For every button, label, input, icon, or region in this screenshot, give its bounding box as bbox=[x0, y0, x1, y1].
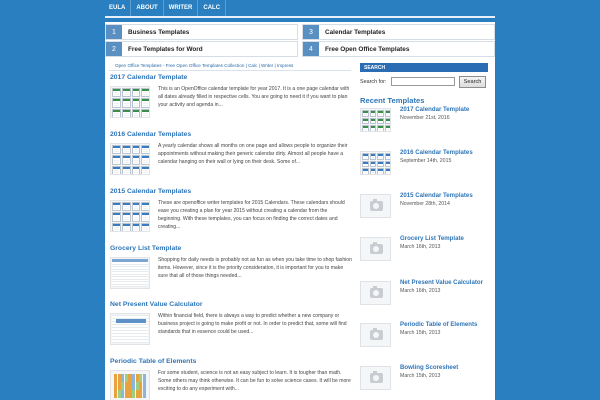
recent-template-date: March 15th, 2013 bbox=[400, 330, 441, 336]
recent-template-thumbnail[interactable] bbox=[360, 323, 391, 347]
category-number: 3 bbox=[303, 25, 319, 39]
recent-template-date: March 16th, 2013 bbox=[400, 288, 441, 294]
recent-template-link[interactable]: Periodic Table of Elements bbox=[400, 321, 478, 328]
recent-template-item bbox=[360, 192, 488, 226]
post-item bbox=[110, 188, 354, 230]
category-word[interactable] bbox=[105, 41, 298, 57]
post-item bbox=[110, 301, 354, 335]
recent-template-item bbox=[360, 235, 488, 269]
calendar-thumbnail-image bbox=[112, 145, 150, 175]
post-title-link[interactable]: 2015 Calendar Templates bbox=[110, 188, 192, 195]
post-title-link[interactable]: Periodic Table of Elements bbox=[110, 358, 197, 365]
search-input[interactable] bbox=[391, 77, 455, 86]
category-label: Free Open Office Templates bbox=[325, 45, 410, 53]
category-open-office[interactable] bbox=[302, 41, 495, 57]
top-nav bbox=[105, 0, 226, 16]
post-title-link[interactable]: 2017 Calendar Template bbox=[110, 74, 188, 81]
recent-template-date: November 21st, 2016 bbox=[400, 115, 450, 121]
recent-template-date: November 28th, 2014 bbox=[400, 201, 450, 207]
nav-about[interactable]: ABOUT bbox=[131, 0, 163, 16]
camera-icon bbox=[370, 244, 383, 254]
category-calendar[interactable] bbox=[302, 24, 495, 40]
post-item bbox=[110, 131, 354, 165]
category-label: Business Templates bbox=[128, 28, 190, 36]
recent-template-date: March 16th, 2013 bbox=[400, 244, 441, 250]
recent-template-thumbnail[interactable] bbox=[360, 237, 391, 261]
post-excerpt: This is an OpenOffice calendar template for year 2017. It is a one page calendar with all dates already filled in respective cells. You are going to need it if you want to plan your activity and agenda in... bbox=[158, 86, 350, 108]
recent-template-item bbox=[360, 321, 488, 355]
post-thumbnail[interactable] bbox=[110, 257, 150, 289]
post-thumbnail[interactable] bbox=[110, 143, 150, 175]
search-label: Search for: bbox=[360, 79, 387, 85]
npv-thumbnail-image bbox=[112, 315, 148, 343]
post-title-link[interactable]: Grocery List Template bbox=[110, 245, 182, 252]
post-thumbnail[interactable] bbox=[110, 200, 150, 232]
recent-template-item bbox=[360, 149, 488, 183]
periodic-table-thumbnail-image bbox=[114, 374, 146, 398]
post-excerpt: Shopping for daily needs is probably not as fun as when you take time to shop fashion items. However, since it is the priority consideration, it is important for you to make sure that all of those things needed... bbox=[158, 257, 352, 279]
category-label: Free Templates for Word bbox=[128, 45, 203, 53]
recent-template-thumbnail[interactable] bbox=[360, 194, 391, 218]
search-button[interactable]: Search bbox=[459, 76, 486, 88]
nav-calc[interactable]: CALC bbox=[198, 0, 226, 16]
grocery-list-thumbnail-image bbox=[112, 259, 148, 287]
recent-template-item bbox=[360, 106, 488, 140]
recent-template-link[interactable]: 2016 Calendar Templates bbox=[400, 149, 473, 156]
post-excerpt: For some student, science is not an easy subject to learn. It is tougher than math. Some others may think otherwise. It can be fun to solve science cases. It will be more exciting to do any experiment with... bbox=[158, 370, 351, 392]
nav-writer[interactable]: WRITER bbox=[164, 0, 199, 16]
camera-icon bbox=[370, 373, 383, 383]
category-number: 2 bbox=[106, 42, 122, 56]
post-thumbnail[interactable] bbox=[110, 86, 150, 118]
post-thumbnail[interactable] bbox=[110, 370, 150, 400]
recent-template-link[interactable]: Bowling Scoresheet bbox=[400, 364, 459, 371]
post-item bbox=[110, 74, 354, 108]
recent-template-item bbox=[360, 279, 488, 313]
calendar-thumbnail-image bbox=[112, 88, 150, 118]
breadcrumb[interactable]: Open Office Templates - Free Open Office Templates Collection | Calc | Writer | Impress bbox=[109, 63, 351, 71]
recent-template-date: March 15th, 2013 bbox=[400, 373, 441, 379]
recent-template-link[interactable]: Net Present Value Calculator bbox=[400, 279, 483, 286]
search-heading: SEARCH bbox=[360, 63, 488, 72]
recent-template-link[interactable]: Grocery List Template bbox=[400, 235, 464, 242]
template-categories bbox=[105, 22, 495, 60]
camera-icon bbox=[370, 330, 383, 340]
camera-icon bbox=[370, 288, 383, 298]
recent-template-link[interactable]: 2017 Calendar Template bbox=[400, 106, 470, 113]
calendar-thumbnail-image bbox=[362, 153, 391, 175]
post-title-link[interactable]: Net Present Value Calculator bbox=[110, 301, 203, 308]
category-business[interactable] bbox=[105, 24, 298, 40]
post-excerpt: A yearly calendar shows all months on one page and allows people to organize their appointments without making their generic calendar dirty. Almost all people have a calendar hanging on their wall or lying on their desk. Some of... bbox=[158, 143, 348, 165]
nav-divider bbox=[105, 16, 495, 18]
recent-template-thumbnail[interactable] bbox=[360, 151, 391, 175]
post-title-link[interactable]: 2016 Calendar Templates bbox=[110, 131, 192, 138]
post-item bbox=[110, 358, 354, 392]
calendar-thumbnail-image bbox=[362, 110, 391, 132]
post-item bbox=[110, 245, 354, 279]
category-number: 4 bbox=[303, 42, 319, 56]
nav-eula[interactable]: EULA bbox=[105, 0, 131, 16]
recent-templates-heading: Recent Templates bbox=[360, 96, 425, 105]
recent-template-date: September 14th, 2015 bbox=[400, 158, 452, 164]
category-label: Calendar Templates bbox=[325, 28, 386, 36]
camera-icon bbox=[370, 201, 383, 211]
recent-template-thumbnail[interactable] bbox=[360, 108, 391, 132]
recent-template-item bbox=[360, 364, 488, 398]
recent-template-link[interactable]: 2015 Calendar Templates bbox=[400, 192, 473, 199]
category-number: 1 bbox=[106, 25, 122, 39]
post-excerpt: Within financial field, there is always a way to predict whether a new company or business project is going to make profit or not. In order to predict that, some will find standards that in essence could be used... bbox=[158, 313, 347, 335]
post-thumbnail[interactable] bbox=[110, 313, 150, 345]
recent-template-thumbnail[interactable] bbox=[360, 366, 391, 390]
recent-template-thumbnail[interactable] bbox=[360, 281, 391, 305]
calendar-thumbnail-image bbox=[112, 202, 150, 232]
post-excerpt: These are openoffice writer templates for 2015 Calendars. These calendars should ease you creating a plan for year 2015 without creating a calendar from the beginning. With these templates, you can focus on finding the correct dates and creating... bbox=[158, 200, 345, 230]
